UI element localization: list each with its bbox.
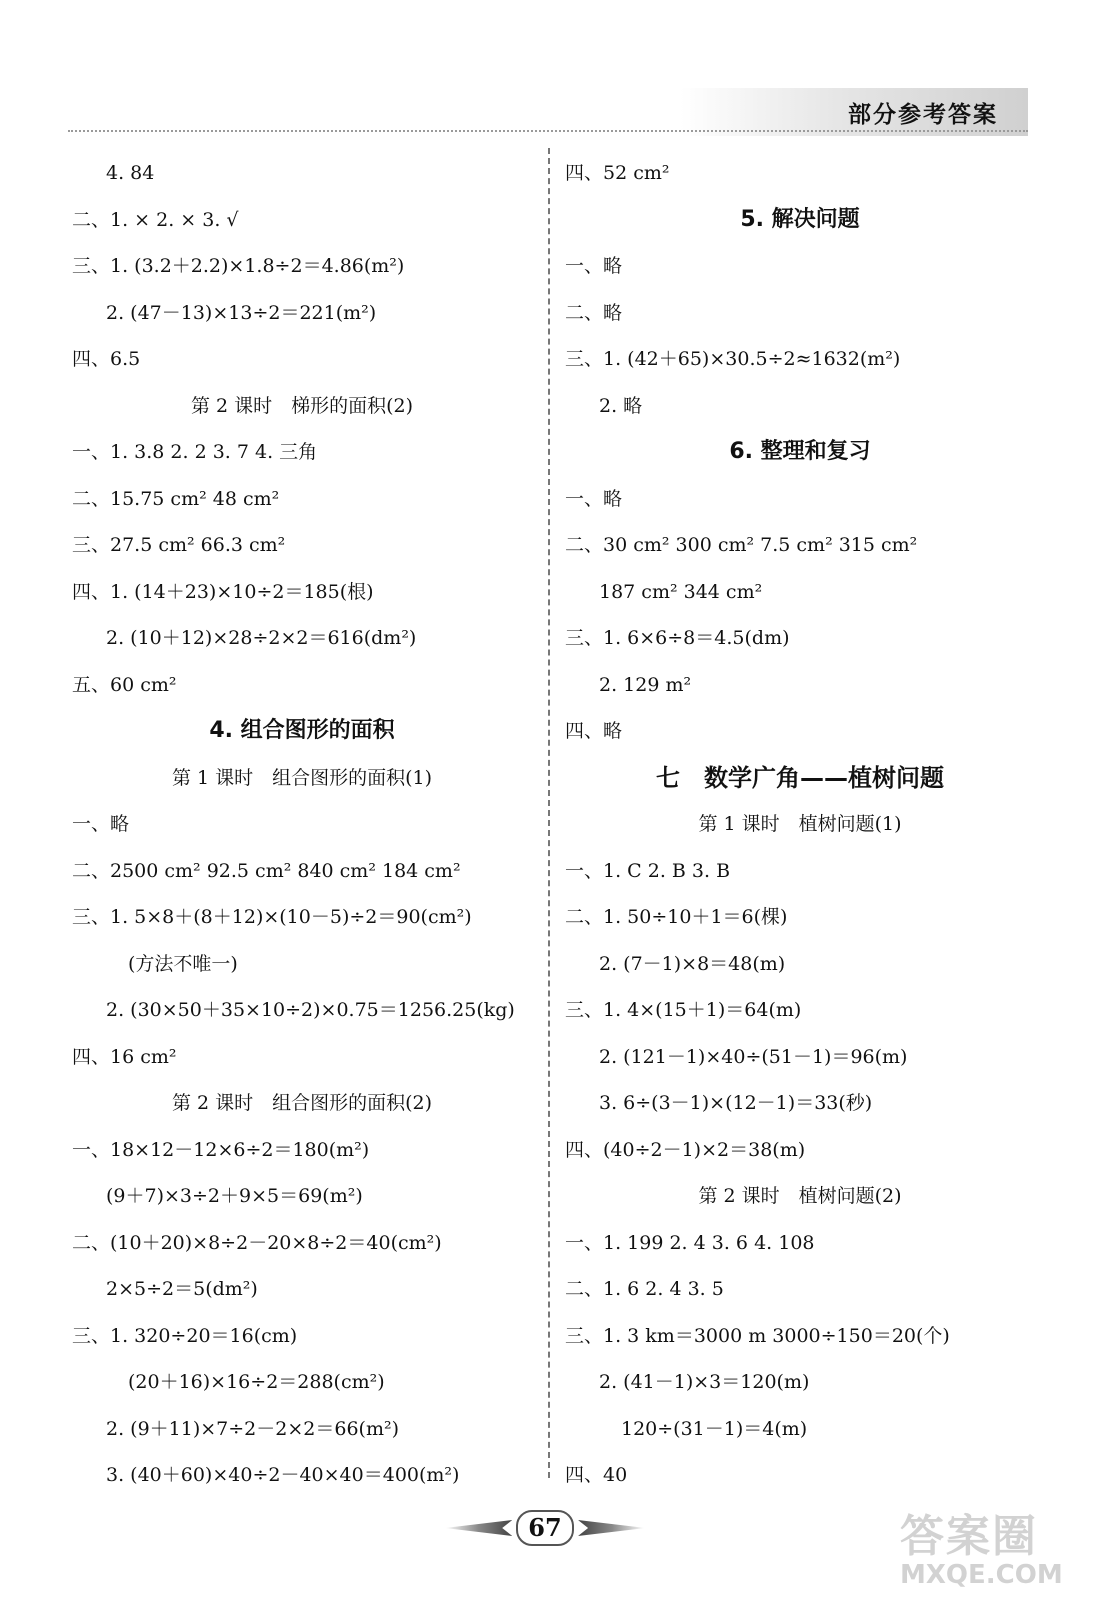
- watermark-logo: [900, 1500, 1100, 1595]
- section-heading: 第 2 课时 组合图形的面积(2): [171, 1092, 433, 1114]
- right-column: [565, 150, 1035, 1499]
- answer-line: 四、1. (14＋23)×10÷2＝185(根): [72, 580, 374, 603]
- answer-line: 2. (41－1)×3＝120(m): [599, 1371, 810, 1393]
- answer-line: (方法不唯一): [128, 952, 238, 975]
- answer-line: 一、18×12－12×6÷2＝180(m²): [72, 1138, 370, 1161]
- answer-line: 2. (47－13)×13÷2＝221(m²): [106, 301, 377, 324]
- answer-line: 2. 略: [599, 394, 643, 417]
- answer-line: 二、(10＋20)×8÷2－20×8÷2＝40(cm²): [72, 1231, 442, 1254]
- section-heading: 第 2 课时 梯形的面积(2): [190, 394, 414, 417]
- answer-line: 2. (10＋12)×28÷2×2＝616(dm²): [106, 627, 417, 649]
- answer-line: 2. 129 m²: [599, 673, 692, 696]
- answer-line: 四、6.5: [72, 348, 141, 370]
- header-rule: [68, 130, 1028, 132]
- answer-line: 三、1. 3 km＝3000 m 3000÷150＝20(个): [565, 1324, 950, 1347]
- answer-line: 一、1. 3.8 2. 2 3. 7 4. 三角: [72, 441, 318, 463]
- answer-line: 三、1. 320÷20＝16(cm): [72, 1324, 298, 1347]
- answer-line: 一、略: [72, 813, 130, 835]
- answer-line: 一、1. C 2. B 3. B: [565, 859, 731, 882]
- answer-line: 2. (30×50＋35×10÷2)×0.75＝1256.25(kg): [106, 999, 515, 1021]
- answer-line: 二、1. 6 2. 4 3. 5: [565, 1278, 724, 1300]
- answer-line: 三、27.5 cm² 66.3 cm²: [72, 534, 286, 556]
- watermark-bottom: MXQE.COM: [900, 1560, 1063, 1590]
- answer-line: 三、1. 5×8＋(8＋12)×(10－5)÷2＝90(cm²): [72, 906, 472, 928]
- answer-line: 二、30 cm² 300 cm² 7.5 cm² 315 cm²: [565, 534, 918, 556]
- page-footer: [445, 1505, 645, 1551]
- left-column: [72, 150, 532, 1499]
- section-heading: 6. 整理和复习: [729, 439, 871, 464]
- answer-line: 三、1. 6×6÷8＝4.5(dm): [565, 627, 790, 649]
- column-divider: [548, 148, 550, 1478]
- answer-line: 187 cm² 344 cm²: [599, 580, 763, 603]
- section-heading: 第 2 课时 植树问题(2): [698, 1185, 902, 1207]
- answer-line: 四、(40÷2－1)×2＝38(m): [565, 1138, 806, 1161]
- answer-line: 五、60 cm²: [72, 673, 177, 696]
- answer-line: 二、略: [565, 301, 623, 324]
- answer-line: 3. 6÷(3－1)×(12－1)＝33(秒): [599, 1092, 873, 1114]
- page-number: 67: [516, 1510, 573, 1546]
- answer-line: 二、15.75 cm² 48 cm²: [72, 487, 280, 510]
- answer-line: 2×5÷2＝5(dm²): [106, 1278, 258, 1300]
- answer-line: 3. (40＋60)×40÷2－40×40＝400(m²): [106, 1464, 460, 1486]
- answer-line: 四、略: [565, 720, 623, 742]
- section-heading: 第 1 课时 组合图形的面积(1): [171, 766, 433, 789]
- answer-line: 2. (7－1)×8＝48(m): [599, 952, 786, 975]
- answer-line: 2. (121－1)×40÷(51－1)＝96(m): [599, 1045, 908, 1068]
- answer-line: 四、52 cm²: [565, 162, 670, 184]
- section-heading: 七 数学广角——植树问题: [656, 763, 944, 792]
- watermark-top: 答案圈: [900, 1511, 1038, 1562]
- right-ornament-icon: [578, 1520, 645, 1536]
- answer-line: 三、1. (3.2＋2.2)×1.8÷2＝4.86(m²): [72, 255, 405, 277]
- answer-line: 二、2500 cm² 92.5 cm² 840 cm² 184 cm²: [72, 859, 461, 882]
- left-ornament-icon: [445, 1520, 512, 1536]
- answer-line: 二、1. 50÷10＋1＝6(棵): [565, 906, 788, 928]
- answer-line: (9＋7)×3÷2＋9×5＝69(m²): [106, 1185, 363, 1207]
- answer-line: 4. 84: [106, 162, 155, 184]
- section-heading: 第 1 课时 植树问题(1): [698, 813, 902, 835]
- header-title: 部分参考答案: [848, 101, 998, 128]
- answer-line: 120÷(31－1)＝4(m): [621, 1417, 808, 1440]
- answer-line: 一、略: [565, 255, 623, 277]
- answer-line: 2. (9＋11)×7÷2－2×2＝66(m²): [106, 1417, 400, 1440]
- answer-line: 三、1. 4×(15＋1)＝64(m): [565, 999, 802, 1021]
- section-heading: 5. 解决问题: [740, 206, 860, 232]
- answer-line: 一、略: [565, 487, 623, 510]
- answer-line: 三、1. (42＋65)×30.5÷2≈1632(m²): [565, 348, 901, 370]
- answer-line: 四、40: [565, 1464, 628, 1486]
- answer-line: 二、1. × 2. × 3. √: [72, 208, 239, 231]
- page-header: [680, 88, 1028, 136]
- answer-line: (20＋16)×16÷2＝288(cm²): [128, 1371, 385, 1393]
- answer-line: 一、1. 199 2. 4 3. 6 4. 108: [565, 1231, 815, 1254]
- section-heading: 4. 组合图形的面积: [209, 718, 395, 743]
- answer-line: 四、16 cm²: [72, 1045, 177, 1068]
